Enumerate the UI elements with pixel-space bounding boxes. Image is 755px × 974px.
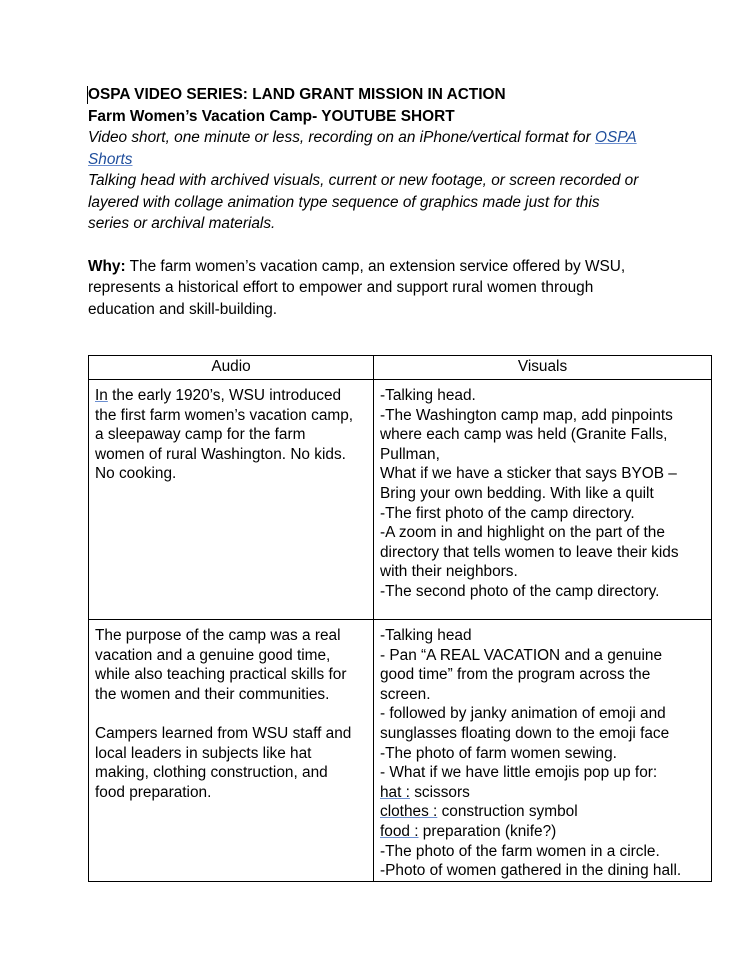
script-table	[88, 355, 712, 882]
document-body	[88, 84, 712, 320]
visuals-cell	[374, 620, 712, 882]
visual-line: -The first photo of the camp directory.	[380, 504, 635, 522]
emoji-key: clothes :	[380, 803, 438, 821]
visual-line: What if we have a sticker that says BYOB –	[380, 465, 677, 483]
emoji-item	[380, 783, 705, 803]
emoji-item	[380, 802, 705, 822]
visual-line: -The photo of farm women sewing.	[380, 744, 617, 762]
description-line-3: Talking head with archived visuals, current or new footage, or screen recorded or	[88, 172, 639, 189]
audio-line: food preparation.	[95, 783, 212, 801]
description-text: Video short, one minute or less, recording on an iPhone/vertical format for	[88, 129, 596, 146]
why-label: Why:	[88, 257, 126, 275]
visual-line: good time” from the program across the	[380, 666, 651, 684]
audio-line: In the early 1920’s, WSU introduced	[95, 387, 342, 404]
audio-line: women of rural Washington. No kids.	[95, 445, 346, 463]
description-line-2	[88, 149, 712, 171]
emoji-item	[380, 822, 705, 842]
visual-line: directory that tells women to leave their kids	[380, 543, 679, 561]
visual-line: -Talking head	[380, 627, 472, 644]
audio-line: Campers learned from WSU staff and	[95, 724, 352, 742]
audio-cell	[89, 380, 374, 620]
why-section	[88, 256, 712, 321]
visual-line: where each camp was held (Granite Falls,	[380, 426, 668, 444]
why-text: The farm women’s vacation camp, an extension service offered by WSU,	[125, 257, 626, 275]
visual-line: - What if we have little emojis pop up for:	[380, 764, 658, 782]
description-line-5: series or archival materials.	[88, 215, 276, 232]
audio-line: the first farm women’s vacation camp,	[95, 406, 354, 424]
visual-line: screen.	[380, 685, 431, 703]
description-line-1	[88, 127, 712, 149]
emoji-value: construction symbol	[437, 803, 578, 821]
why-line-1	[88, 256, 712, 278]
visual-line: Bring your own bedding. With like a quilt	[380, 484, 654, 502]
audio-line: vacation and a genuine good time,	[95, 646, 331, 664]
table-row	[89, 380, 712, 620]
visuals-cell	[374, 380, 712, 620]
audio-line: making, clothing construction, and	[95, 764, 328, 782]
visual-line: -A zoom in and highlight on the part of the	[380, 524, 665, 542]
visuals-header: Visuals	[374, 356, 712, 380]
emoji-value: scissors	[409, 783, 470, 801]
why-line-3: education and skill-building.	[88, 300, 278, 318]
audio-line: while also teaching practical skills for	[95, 666, 347, 684]
table-row	[89, 620, 712, 882]
visual-line: with their neighbors.	[380, 563, 518, 581]
paragraph-gap	[95, 704, 367, 724]
emoji-value: preparation (knife?)	[418, 822, 557, 840]
audio-line: the women and their communities.	[95, 685, 330, 703]
visual-line: -The photo of the farm women in a circle.	[380, 842, 660, 860]
audio-line: The purpose of the camp was a real	[95, 627, 341, 644]
why-line-2: represents a historical effort to empower and support rural women through	[88, 279, 594, 296]
table-header-row	[89, 356, 712, 380]
audio-header: Audio	[89, 356, 374, 380]
visual-line: Pullman,	[380, 445, 440, 463]
audio-line: a sleepaway camp for the farm	[95, 426, 306, 444]
audio-first-word: In	[95, 387, 108, 404]
visual-line: sunglasses floating down to the emoji face	[380, 724, 670, 742]
audio-cell	[89, 620, 374, 882]
description-line-4: layered with collage animation type sequence of graphics made just for this	[88, 193, 600, 211]
emoji-key: hat :	[380, 783, 410, 801]
visual-line: - Pan “A REAL VACATION and a genuine	[380, 646, 663, 664]
visual-line: -The second photo of the camp directory.	[380, 582, 660, 600]
visual-line: -Photo of women gathered in the dining hall.	[380, 862, 682, 880]
document-subtitle: Farm Women’s Vacation Camp- YOUTUBE SHORT	[88, 107, 455, 125]
visual-line: - followed by janky animation of emoji and	[380, 705, 666, 723]
ospa-shorts-link-part2[interactable]: Shorts	[88, 150, 133, 168]
ospa-shorts-link-part1[interactable]: OSPA	[595, 129, 637, 146]
emoji-key: food :	[380, 822, 419, 840]
visual-line: -The Washington camp map, add pinpoints	[380, 406, 673, 424]
audio-line: local leaders in subjects like hat	[95, 744, 312, 762]
visual-line: -Talking head.	[380, 387, 476, 404]
audio-line: No cooking.	[95, 465, 177, 483]
document-title: OSPA VIDEO SERIES: LAND GRANT MISSION IN ACTION	[88, 86, 506, 103]
